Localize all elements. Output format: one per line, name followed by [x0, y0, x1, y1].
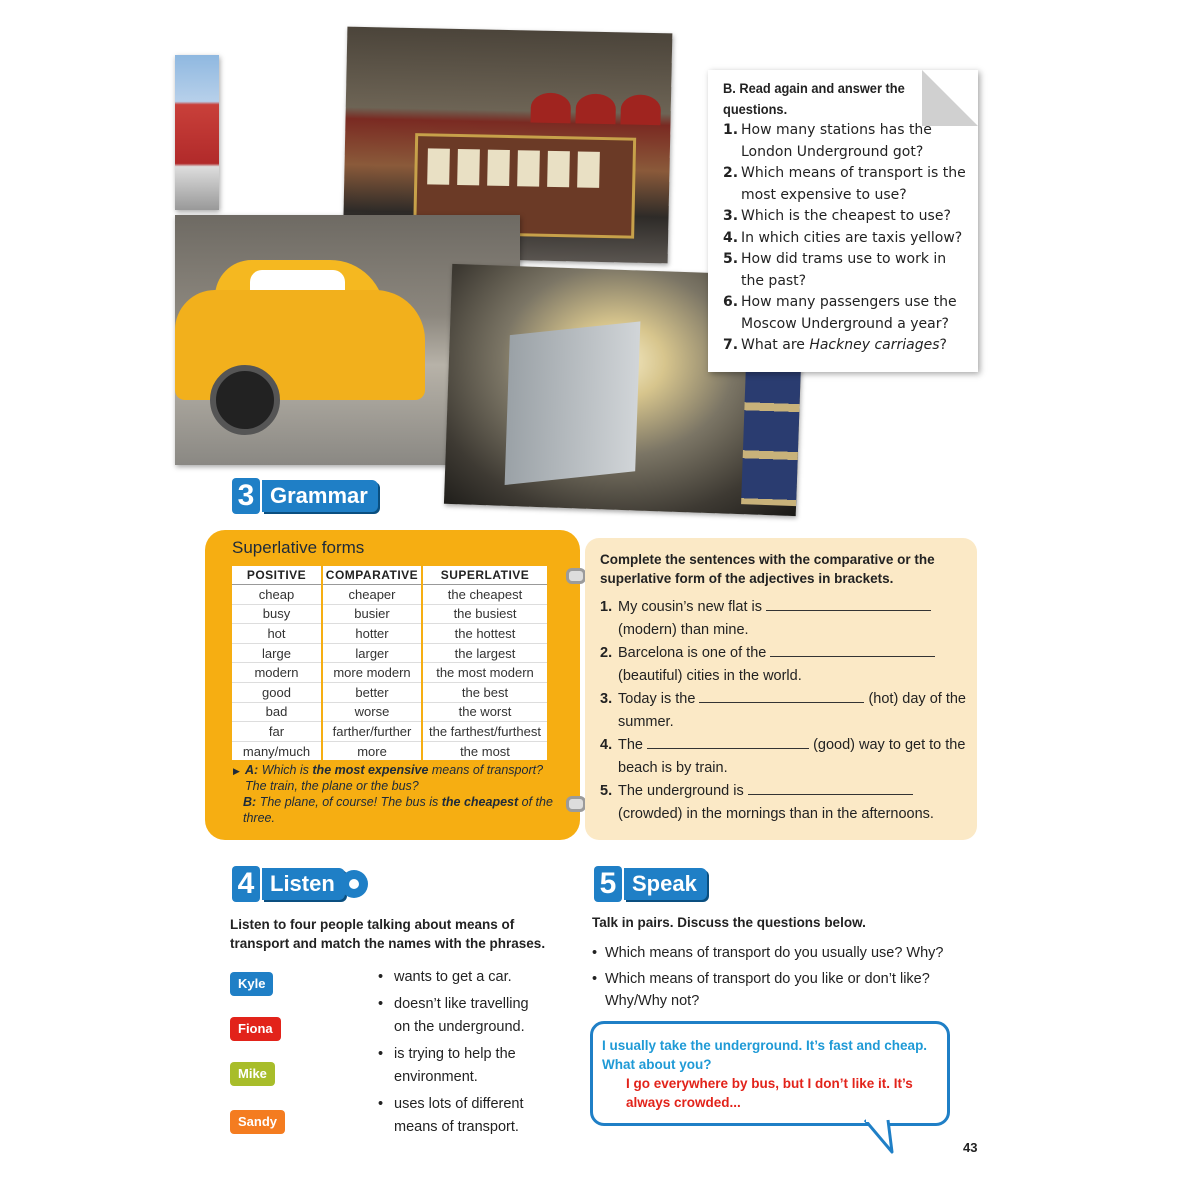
speech-bubble-tail — [862, 1118, 902, 1158]
speech-bubble — [590, 1021, 950, 1126]
answer-blank[interactable] — [647, 734, 809, 749]
reading-questions-card — [708, 70, 978, 372]
table-row: cheap cheaper the cheapest — [232, 585, 547, 605]
listen-phrase-list — [378, 966, 548, 1143]
audio-cd-icon[interactable] — [340, 870, 368, 898]
list-item: • is trying to help the environment. — [378, 1043, 548, 1089]
reading-heading: B. Read again and answer the questions. — [723, 81, 905, 117]
section-number: 5 — [594, 866, 622, 902]
table-row: many/much more the most — [232, 741, 547, 760]
box-title: Superlative forms — [232, 538, 365, 557]
list-item: • Which means of transport do you usually use? Why? — [592, 942, 972, 964]
speak-question-list — [592, 942, 972, 1016]
section-number: 3 — [232, 478, 260, 514]
answer-blank[interactable] — [770, 642, 935, 657]
superlative-forms-box — [205, 530, 580, 840]
listen-instruction: Listen to four people talking about means of transport and match the names with the phrases. — [230, 917, 546, 951]
superlative-table — [232, 566, 547, 760]
reading-question: 6. How many passengers use the Moscow Underground a year? — [723, 294, 957, 332]
photo-london-bus — [175, 55, 219, 210]
table-row: good better the best — [232, 682, 547, 702]
binder-ring-icon — [566, 568, 586, 584]
answer-blank[interactable] — [699, 688, 864, 703]
table-row: bad worse the worst — [232, 702, 547, 722]
exercise-item: 4. The (good) way to get to the beach is by train. — [600, 734, 970, 780]
listen-section-header — [232, 866, 342, 902]
column-header: COMPARATIVE — [322, 566, 422, 585]
exercise-instruction: Complete the sentences with the comparative or the superlative form of the adjectives in brackets. — [600, 552, 935, 586]
example-dialogue: ▶ A: Which is the most expensive means of transport? The train, the plane or the bus? B: The plane, of course! The bus is the cheapest of the three. — [233, 763, 553, 825]
section-label: Grammar — [262, 480, 378, 512]
grammar-section-header — [232, 478, 372, 514]
table-header-row — [232, 566, 547, 585]
bubble-line-1: I usually take the underground. It’s fast and cheap. What about you? — [602, 1038, 928, 1072]
page-number: 43 — [963, 1140, 978, 1155]
exercise-list — [600, 596, 970, 826]
exercise-box — [585, 538, 977, 840]
table-row: busy busier the busiest — [232, 604, 547, 624]
taxi-body — [175, 290, 425, 400]
table-row: large larger the largest — [232, 643, 547, 663]
section-number: 4 — [232, 866, 260, 902]
column-header: SUPERLATIVE — [422, 566, 547, 585]
awning — [530, 92, 571, 123]
list-item: • doesn’t like travelling on the underground. — [378, 993, 548, 1039]
speak-instruction: Talk in pairs. Discuss the questions below. — [592, 915, 866, 930]
exercise-item: 3. Today is the (hot) day of the summer. — [600, 688, 970, 734]
section-label: Speak — [624, 868, 707, 900]
reading-question-list — [723, 120, 973, 357]
column-header: POSITIVE — [232, 566, 322, 585]
taxi-wheel — [210, 365, 280, 435]
reading-question: 5. How did trams use to work in the past? — [723, 251, 947, 289]
name-badge-kyle: Kyle — [230, 972, 273, 996]
awning — [575, 93, 616, 124]
exercise-item: 2. Barcelona is one of the (beautiful) cities in the world. — [600, 642, 970, 688]
speak-section-header — [594, 866, 704, 902]
name-badge-fiona: Fiona — [230, 1017, 281, 1041]
list-item: • uses lots of different means of transport. — [378, 1093, 548, 1139]
reading-question: 2. Which means of transport is the most expensive to use? — [723, 165, 966, 203]
reading-question: 3. Which is the cheapest to use? — [723, 208, 951, 224]
exercise-item: 1. My cousin’s new flat is (modern) than mine. — [600, 596, 970, 642]
list-item: • wants to get a car. — [378, 966, 548, 989]
answer-blank[interactable] — [748, 780, 913, 795]
name-badge-mike: Mike — [230, 1062, 275, 1086]
list-item: • Which means of transport do you like or don’t like? Why/Why not? — [592, 968, 972, 1012]
exercise-item: 5. The underground is (crowded) in the mornings than in the afternoons. — [600, 780, 970, 826]
play-arrow-icon: ▶ — [233, 766, 240, 776]
table-row: hot hotter the hottest — [232, 624, 547, 644]
awning — [620, 94, 661, 125]
section-label: Listen — [262, 868, 345, 900]
reading-question: 7. What are Hackney carriages? — [723, 337, 947, 353]
bubble-line-2: I go everywhere by bus, but I don’t like it. It’s always crowded... — [626, 1076, 913, 1110]
binder-ring-icon — [566, 796, 586, 812]
name-badge-sandy: Sandy — [230, 1110, 285, 1134]
table-row: far farther/further the farthest/furthest — [232, 722, 547, 742]
reading-question: 1. How many stations has the London Underground got? — [723, 122, 932, 160]
answer-blank[interactable] — [766, 596, 931, 611]
reading-question: 4. In which cities are taxis yellow? — [723, 229, 963, 246]
table-row: modern more modern the most modern — [232, 663, 547, 683]
tube-train — [505, 321, 641, 485]
